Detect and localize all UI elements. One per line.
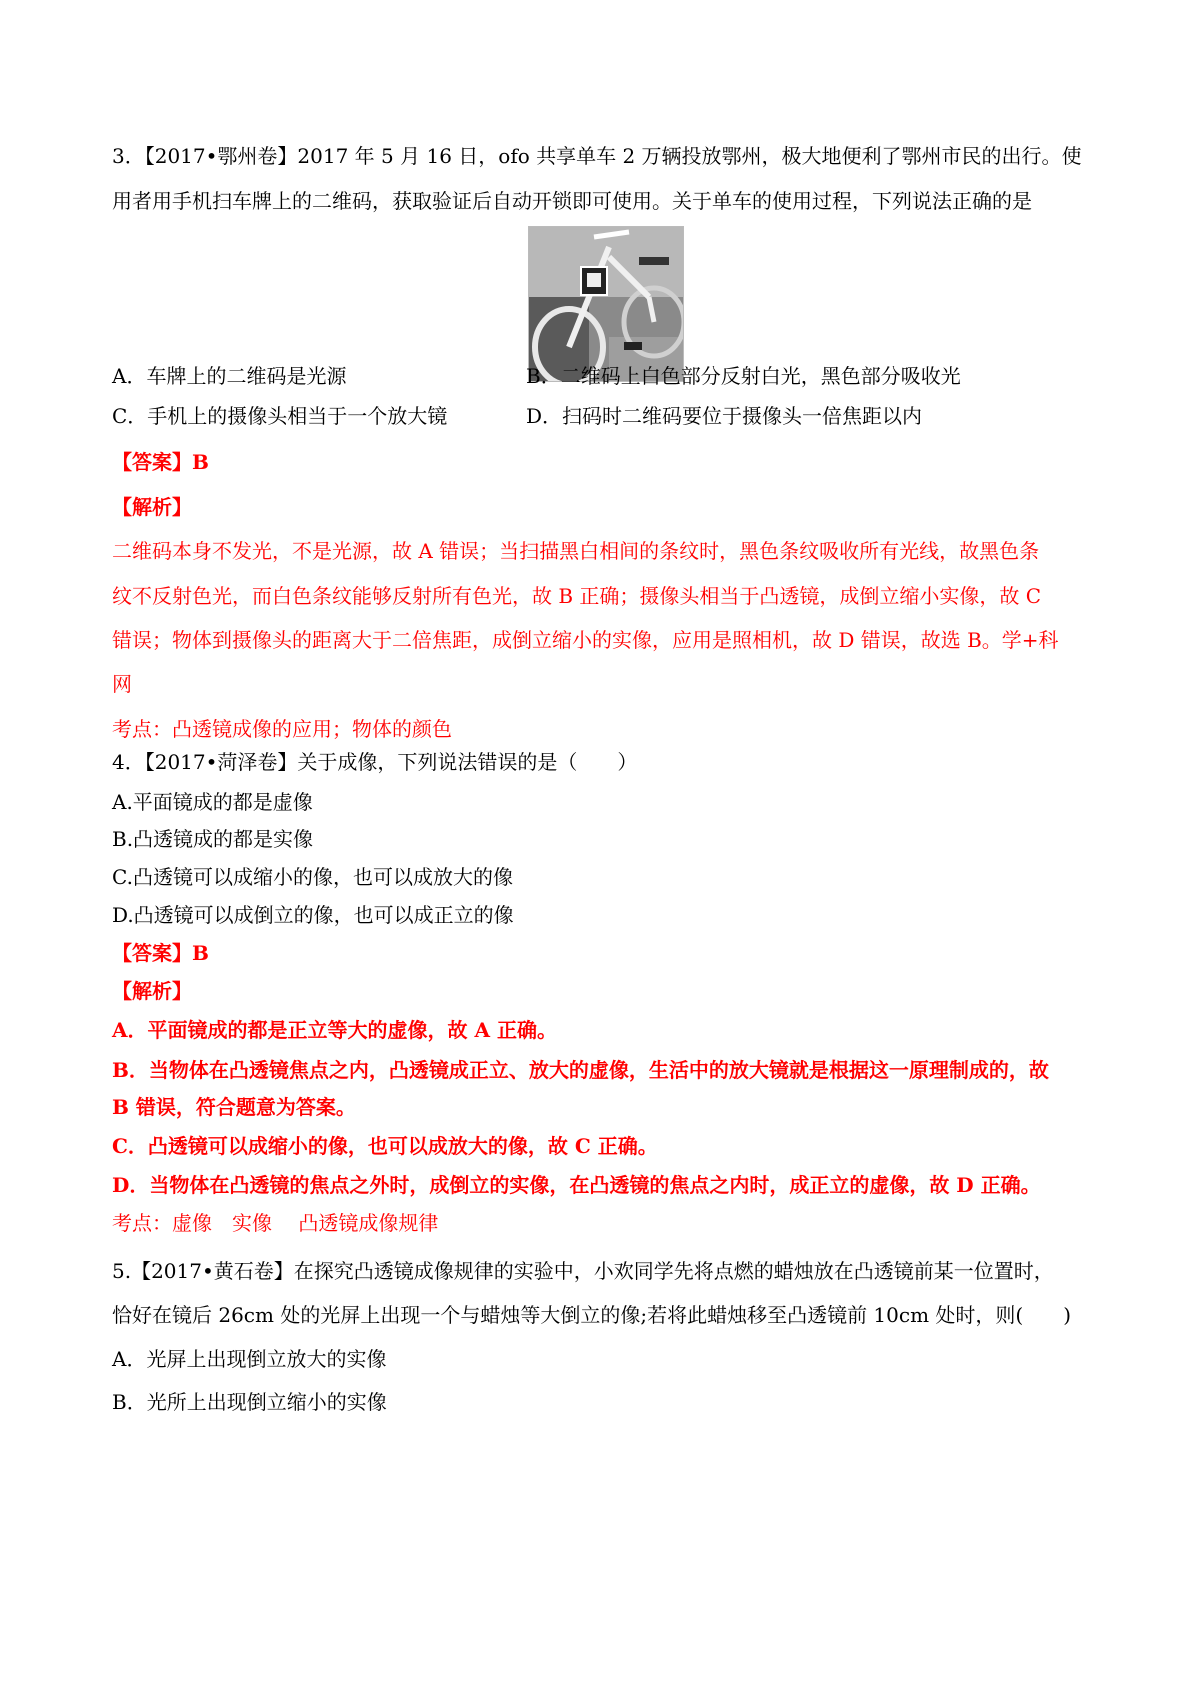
q5-stem-line-1: 5.【2017•黄石卷】在探究凸透镜成像规律的实验中，小欢同学先将点燃的蜡烛放在凸透镜前某一位置时， — [112, 1259, 1054, 1283]
q4-analysis-line-3: B 错误，符合题意为答案。 — [112, 1095, 356, 1119]
q3-stem-line-1: 3．【2017•鄂州卷】2017 年 5 月 16 日，ofo 共享单车 2 万辆投放鄂州，极大地便利了鄂州市民的出行。使 — [112, 144, 1082, 168]
q4-option-a: A.平面镜成的都是虚像 — [112, 790, 313, 814]
q3-analysis-line-3: 错误；物体到摄像头的距离大于二倍焦距，成倒立缩小的实像，应用是照相机，故 D 错误，故选 B。学+科 — [112, 628, 1059, 652]
q4-analysis-line-5: D．当物体在凸透镜的焦点之外时，成倒立的实像，在凸透镜的焦点之内时，成正立的虚像，故 D 正确。 — [112, 1173, 1041, 1197]
q3-option-c: C．手机上的摄像头相当于一个放大镜 — [112, 404, 448, 428]
q3-kaodian: 考点：凸透镜成像的应用；物体的颜色 — [112, 717, 452, 741]
q4-option-d: D.凸透镜可以成倒立的像，也可以成正立的像 — [112, 903, 514, 927]
q3-option-b: B．二维码上白色部分反射白光，黑色部分吸收光 — [526, 364, 961, 388]
q3-analysis-line-4: 网 — [112, 672, 132, 696]
q3-analysis-line-1: 二维码本身不发光，不是光源，故 A 错误；当扫描黑白相间的条纹时，黑色条纹吸收所有光线，故黑色条 — [112, 539, 1040, 563]
q4-option-c: C.凸透镜可以成缩小的像，也可以成放大的像 — [112, 865, 513, 889]
q3-stem-line-2: 用者用手机扫车牌上的二维码，获取验证后自动开锁即可使用。关于单车的使用过程，下列说法正确的是 — [112, 189, 1032, 213]
bicycle-photo — [528, 226, 684, 382]
q3-answer: 【答案】B — [112, 450, 209, 474]
q5-option-b: B．光所上出现倒立缩小的实像 — [112, 1390, 387, 1414]
q4-analysis-heading: 【解析】 — [112, 979, 192, 1003]
q4-kaodian: 考点：虚像 实像 凸透镜成像规律 — [112, 1211, 439, 1235]
q4-answer: 【答案】B — [112, 941, 209, 965]
q5-stem-line-2: 恰好在镜后 26cm 处的光屏上出现一个与蜡烛等大倒立的像;若将此蜡烛移至凸透镜前 10cm 处时，则( ) — [112, 1303, 1072, 1327]
q3-analysis-line-2: 纹不反射色光，而白色条纹能够反射所有色光，故 B 正确；摄像头相当于凸透镜，成倒立缩小实像，故 C — [112, 584, 1042, 608]
q3-option-d: D．扫码时二维码要位于摄像头一倍焦距以内 — [526, 404, 923, 428]
q4-analysis-line-1: A．平面镜成的都是正立等大的虚像，故 A 正确。 — [112, 1018, 557, 1042]
q3-option-a: A．车牌上的二维码是光源 — [112, 364, 347, 388]
q4-analysis-line-2: B．当物体在凸透镜焦点之内，凸透镜成正立、放大的虚像，生活中的放大镜就是根据这一原理制成的，故 — [112, 1058, 1049, 1082]
bicycle-photo-graphic — [529, 227, 683, 381]
q4-stem: 4．【2017•菏泽卷】关于成像，下列说法错误的是（ ） — [112, 750, 638, 774]
q4-option-b: B.凸透镜成的都是实像 — [112, 827, 314, 851]
q5-option-a: A．光屏上出现倒立放大的实像 — [112, 1347, 387, 1371]
q4-analysis-line-4: C．凸透镜可以成缩小的像，也可以成放大的像，故 C 正确。 — [112, 1134, 658, 1158]
q3-analysis-heading: 【解析】 — [112, 495, 192, 519]
